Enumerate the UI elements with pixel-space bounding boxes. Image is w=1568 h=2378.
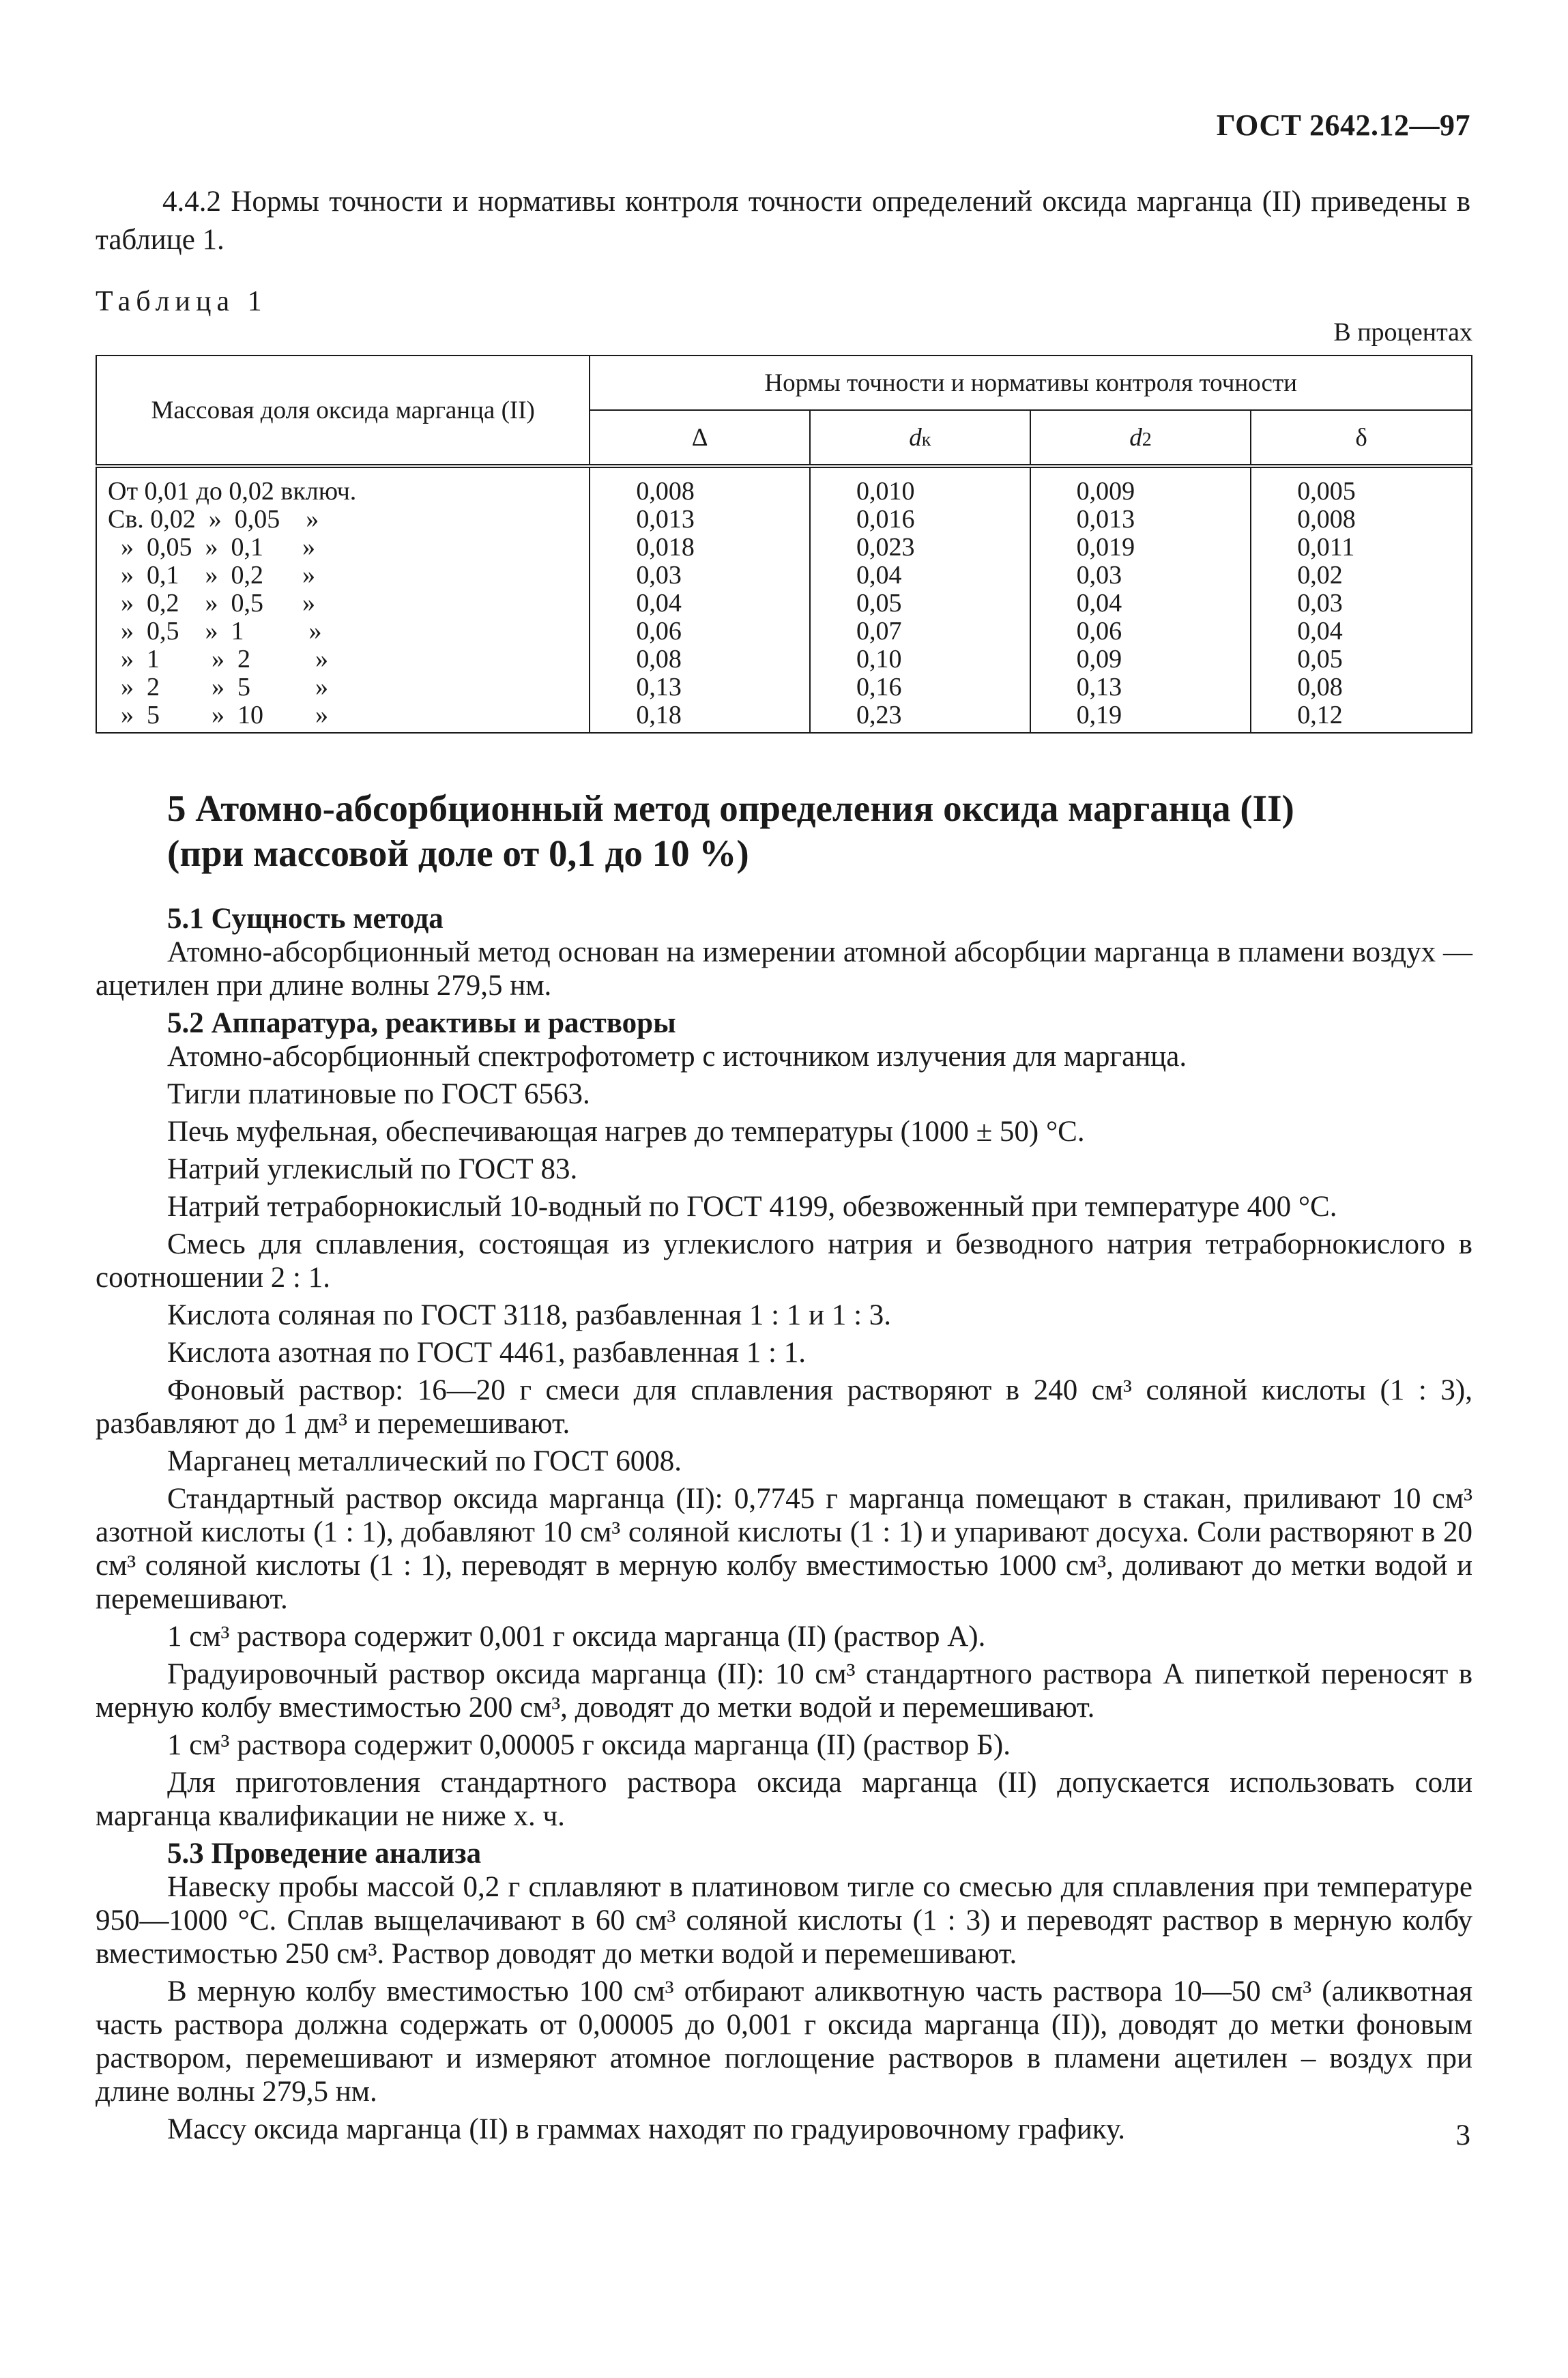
col-group-header: Нормы точности и нормативы контроля точности <box>590 356 1472 410</box>
paragraph: Тигли платиновые по ГОСТ 6563. <box>167 1078 590 1110</box>
section-5-body <box>96 902 1472 2150</box>
range-cell: » 1 » 2 » <box>96 646 590 673</box>
table-row <box>96 590 1472 618</box>
small-delta-cell: 0,008 <box>1251 506 1472 534</box>
col-delta-header: Δ <box>590 410 810 466</box>
section-5-title-line-1: 5 Атомно-абсорбционный метод определения оксида марганца (II) <box>167 787 1294 829</box>
table-row <box>96 562 1472 590</box>
range-cell: » 0,05 » 0,1 » <box>96 534 590 562</box>
table-row <box>96 701 1472 733</box>
paragraph: Марганец металлический по ГОСТ 6008. <box>167 1445 682 1477</box>
subsection-5-2-heading: 5.2 Аппаратура, реактивы и растворы <box>167 1007 676 1039</box>
small-delta-cell: 0,05 <box>1251 646 1472 673</box>
delta-cell: 0,04 <box>590 590 810 618</box>
d2-cell: 0,019 <box>1030 534 1251 562</box>
dk-cell: 0,07 <box>810 618 1030 646</box>
paragraph: Атомно-абсорбционный спектрофотометр с источником излучения для марганца. <box>167 1041 1187 1073</box>
col-mass-fraction-header: Массовая доля оксида марганца (II) <box>96 356 590 466</box>
small-delta-cell: 0,005 <box>1251 466 1472 506</box>
col-d2-header: d2 <box>1030 410 1251 466</box>
paragraph: 1 см³ раствора содержит 0,00005 г оксида марганца (II) (раствор Б). <box>167 1729 1011 1761</box>
paragraph: Для приготовления стандартного раствора оксида марганца (II) допускается использовать соли марганца квалификации не ниже х. ч. <box>96 1767 1472 1832</box>
table-row <box>96 618 1472 646</box>
subsection-5-3-heading: 5.3 Проведение анализа <box>167 1838 482 1870</box>
paragraph: Стандартный раствор оксида марганца (II): 0,7745 г марганца помещают в стакан, приливают 10 см³ азотной кислоты (1 : 1), добавляют 10 см³ соляной кислоты (1 : 1) и упаривают досуха. Соли растворяют в 20 см³ соляной кислоты (1 : 1), переводят в мерную колбу вместимостью 1000 см³, доливают до метки водой и перемешивают. <box>96 1483 1472 1615</box>
table-caption: Таблица 1 <box>96 286 267 317</box>
table-row <box>96 673 1472 701</box>
table-row <box>96 534 1472 562</box>
small-delta-cell: 0,011 <box>1251 534 1472 562</box>
delta-cell: 0,06 <box>590 618 810 646</box>
subsection-5-1-heading: 5.1 Сущность метода <box>167 903 444 935</box>
delta-cell: 0,018 <box>590 534 810 562</box>
dk-cell: 0,05 <box>810 590 1030 618</box>
paragraph: Кислота соляная по ГОСТ 3118, разбавленная 1 : 1 и 1 : 3. <box>167 1299 892 1331</box>
d2-cell: 0,13 <box>1030 673 1251 701</box>
paragraph: Массу оксида марганца (II) в граммах находят по градуировочному графику. <box>167 2113 1125 2145</box>
small-delta-cell: 0,03 <box>1251 590 1472 618</box>
d2-cell: 0,09 <box>1030 646 1251 673</box>
paragraph: В мерную колбу вместимостью 100 см³ отбирают аликвотную часть раствора 10—50 см³ (аликвотная часть раствора должна содержать от 0,00005 до 0,001 г оксида марганца (II)), доводят до метки фоновым раствором, перемешивают и измеряют атомное поглощение растворов в пламени ацетилен – воздух при длине волны 279,5 нм. <box>96 1975 1472 2108</box>
section-5-title-line-2: (при массовой доле от 0,1 до 10 %) <box>167 832 749 874</box>
paragraph: Кислота азотная по ГОСТ 4461, разбавленная 1 : 1. <box>167 1337 806 1369</box>
d2-cell: 0,03 <box>1030 562 1251 590</box>
d2-cell: 0,19 <box>1030 701 1251 733</box>
small-delta-cell: 0,12 <box>1251 701 1472 733</box>
range-cell: » 0,2 » 0,5 » <box>96 590 590 618</box>
small-delta-cell: 0,04 <box>1251 618 1472 646</box>
delta-cell: 0,03 <box>590 562 810 590</box>
delta-cell: 0,13 <box>590 673 810 701</box>
accuracy-table <box>96 355 1472 734</box>
paragraph: Печь муфельная, обеспечивающая нагрев до температуры (1000 ± 50) °С. <box>167 1116 1085 1148</box>
intro-paragraph: 4.4.2 Нормы точности и нормативы контроля точности определений оксида марганца (II) приведены в таблице 1. <box>96 186 1470 256</box>
dk-cell: 0,10 <box>810 646 1030 673</box>
range-cell: » 5 » 10 » <box>96 701 590 733</box>
intro-section <box>96 183 1470 259</box>
col-dk-header: dк <box>810 410 1030 466</box>
delta-cell: 0,08 <box>590 646 810 673</box>
dk-cell: 0,010 <box>810 466 1030 506</box>
delta-cell: 0,008 <box>590 466 810 506</box>
delta-cell: 0,013 <box>590 506 810 534</box>
range-cell: » 0,5 » 1 » <box>96 618 590 646</box>
d2-cell: 0,04 <box>1030 590 1251 618</box>
range-cell: Св. 0,02 » 0,05 » <box>96 506 590 534</box>
dk-cell: 0,016 <box>810 506 1030 534</box>
paragraph: 1 см³ раствора содержит 0,001 г оксида марганца (II) (раствор А). <box>167 1621 986 1653</box>
d2-cell: 0,009 <box>1030 466 1251 506</box>
paragraph: Фоновый раствор: 16—20 г смеси для сплавления растворяют в 240 см³ соляной кислоты (1 : 3), разбавляют до 1 дм³ и перемешивают. <box>96 1374 1472 1440</box>
range-cell: От 0,01 до 0,02 включ. <box>96 466 590 506</box>
range-cell: » 0,1 » 0,2 » <box>96 562 590 590</box>
d2-cell: 0,013 <box>1030 506 1251 534</box>
paragraph: Смесь для сплавления, состоящая из углекислого натрия и безводного натрия тетраборнокислого в соотношении 2 : 1. <box>96 1228 1472 1294</box>
paragraph: Натрий углекислый по ГОСТ 83. <box>167 1153 578 1185</box>
col-small-delta-header: δ <box>1251 410 1472 466</box>
document-code-header: ГОСТ 2642.12—97 <box>1216 108 1470 142</box>
table-row <box>96 506 1472 534</box>
paragraph: Навеску пробы массой 0,2 г сплавляют в платиновом тигле со смесью для сплавления при температуре 950—1000 °С. Сплав выщелачивают в 60 см³ соляной кислоты (1 : 3) и переводят раствор в мерную колбу вместимостью 250 см³. Раствор доводят до метки водой и перемешивают. <box>96 1871 1472 1970</box>
dk-cell: 0,16 <box>810 673 1030 701</box>
table-row <box>96 466 1472 506</box>
paragraph: Атомно-абсорбционный метод основан на измерении атомной абсорбции марганца в пламени воздух — ацетилен при длине волны 279,5 нм. <box>96 936 1472 1002</box>
dk-cell: 0,04 <box>810 562 1030 590</box>
dk-cell: 0,023 <box>810 534 1030 562</box>
paragraph: Натрий тетраборнокислый 10-водный по ГОСТ 4199, обезвоженный при температуре 400 °С. <box>167 1191 1337 1223</box>
d2-cell: 0,06 <box>1030 618 1251 646</box>
table-row <box>96 646 1472 673</box>
page-number: 3 <box>1455 2119 1470 2151</box>
range-cell: » 2 » 5 » <box>96 673 590 701</box>
paragraph: Градуировочный раствор оксида марганца (II): 10 см³ стандартного раствора А пипеткой переносят в мерную колбу вместимостью 200 см³, доводят до метки водой и перемешивают. <box>96 1658 1472 1724</box>
table-units: В процентах <box>1333 318 1472 347</box>
small-delta-cell: 0,08 <box>1251 673 1472 701</box>
dk-cell: 0,23 <box>810 701 1030 733</box>
small-delta-cell: 0,02 <box>1251 562 1472 590</box>
delta-cell: 0,18 <box>590 701 810 733</box>
section-5-title <box>167 786 1498 876</box>
